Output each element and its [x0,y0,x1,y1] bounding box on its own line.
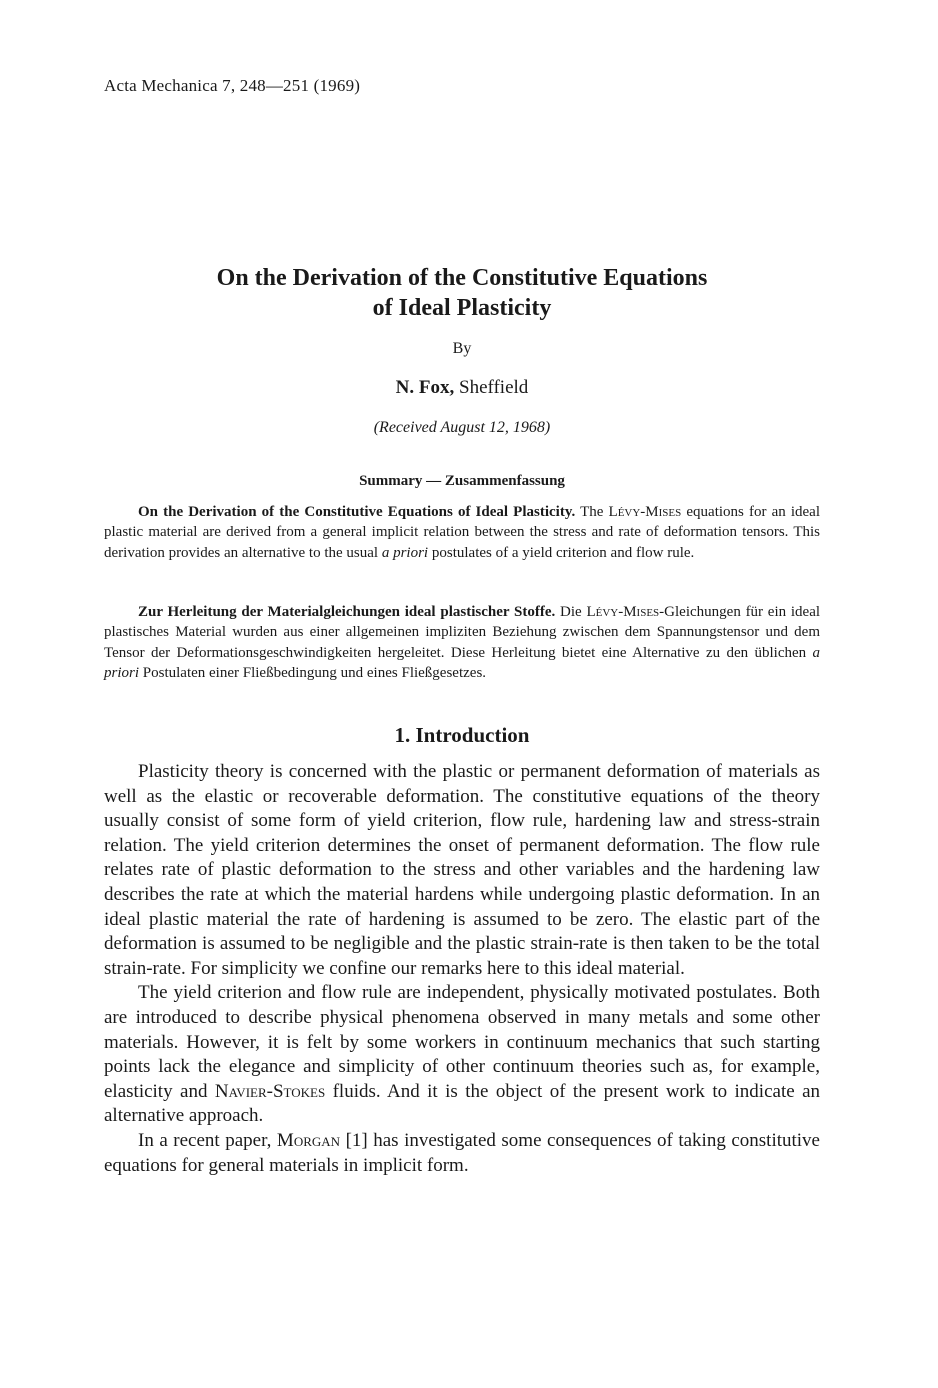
summary-heading: Summary — Zusammenfassung [359,473,565,489]
title-line-1: On the Derivation of the Constitutive Equations [216,265,708,291]
paragraph-2-post: fluids. And it is the object of the present work to indicate an alternative approach. [104,1080,821,1127]
abstract-english [104,502,820,563]
abstract-en-name: Lévy-Mises [608,504,682,520]
paragraph-2 [104,981,820,1129]
abstract-de-text: Gleichungen für ein ideal plastisches Material wurden aus einer allgemeinen impliziten Beziehung zwischen dem Spannungstensor und dem Tensor der Deformationsgeschwindigkeiten hergeleitet. Diese Herleitung bietet eine Alternative zu den üblichen [104,604,821,661]
abstract-en-pre: The [580,504,604,520]
abstract-en-text: equations for an ideal plastic material are derived from a general implicit relation between the stress and rate of deformation tensors. This derivation provides an alternative to the usual [104,504,820,561]
paper-title [104,263,820,323]
author-line [104,377,820,399]
paragraph-2-name: Navier-Stokes [214,1080,326,1102]
paragraph-3-post: [1] has investigated some consequences of taking constitutive equations for general materials in implicit form. [104,1129,820,1176]
abstract-en-title: On the Derivation of the Constitutive Equations of Ideal Plasticity. [138,504,576,520]
body-text [104,760,820,1178]
abstract-de-title: Zur Herleitung der Materialgleichungen ideal plastischer Stoffe. [138,604,556,620]
received-date: (Received August 12, 1968) [373,419,551,436]
abstract-en-post: postulates of a yield criterion and flow rule. [431,544,695,561]
author-place: Sheffield [459,377,529,398]
abstract-de-name: Lévy-Mises- [586,604,665,620]
title-line-2: of Ideal Plasticity [372,295,552,321]
abstract-de-italic: a priori [104,644,820,682]
abstract-en-italic: a priori [381,544,429,561]
author-name: N. Fox, [395,377,455,398]
journal-citation: Acta Mechanica 7, 248—251 (1969) [104,76,361,95]
paragraph-3-pre: In a recent paper, [138,1129,272,1151]
by-line: By [452,340,472,357]
abstract-german [104,602,820,684]
abstract-de-pre: Die [560,604,582,620]
paragraph-3 [104,1129,820,1178]
abstract-de-post: Postulaten einer Fließbedingung und eines Fließgesetzes. [142,665,487,682]
paragraph-3-name: Morgan [276,1129,341,1151]
section-heading: 1. Introduction [394,723,530,747]
paragraph-1: Plasticity theory is concerned with the plastic or permanent deformation of materials as well as the elastic or recoverable deformation. The constitutive equations of the theory usually consist of some form of yield criterion, flow rule, hardening law and stress-strain relation. The yield criterion determines the onset of permanent deformation. The flow rule relates rate of plastic deformation to the stress and other variables and the hardening law describes the rate at which the material hardens while undergoing plastic deformation. In an ideal plastic material the rate of hardening is assumed to be zero. The elastic part of the deformation is assumed to be negligible and the plastic strain-rate is then taken to be the total strain-rate. For simplicity we confine our remarks here to this ideal material. [104,761,820,979]
paragraph-2-pre: The yield criterion and flow rule are independent, physically motivated postulates. Both are introduced to describe physical phenomena observed in many metals and some other materials. However, it is felt by some workers in continuum mechanics that such starting points lack the elegance and simplicity of other continuum theories such as, for example, elasticity and [104,982,820,1102]
